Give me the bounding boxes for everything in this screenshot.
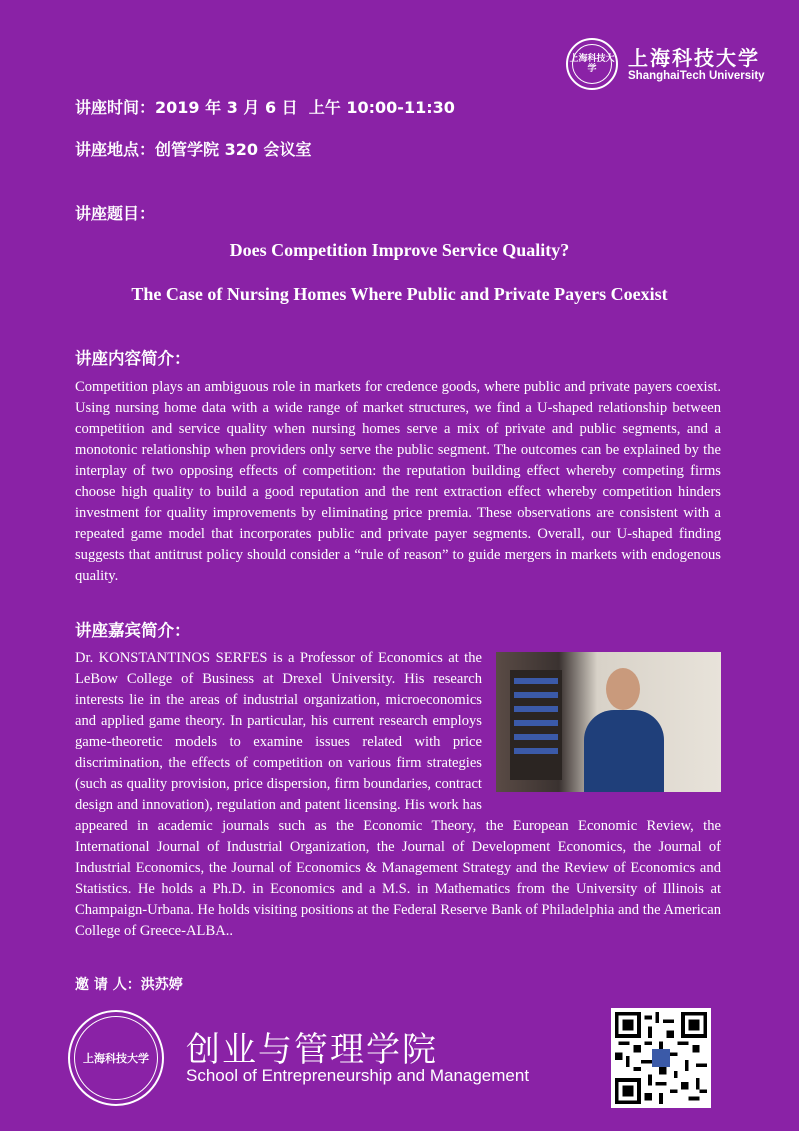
- lecture-place: [75, 137, 312, 160]
- school-name-en: School of Entrepreneurship and Management: [186, 1066, 530, 1085]
- abstract-text: Competition plays an ambiguous role in markets for credence goods, where public and private payers coexist. Using nursing home data with a wide range of market structures, we find a U-shaped relationship between competition and service quality when nursing homes serve a mix of private and public segments, and a monotonic relationship when providers only serve the public segment. The outcomes can be explained by the interplay of two opposing effects of competition: the reputation building effect whereby competing firms choose high quality to build a good reputation and the rent extraction effect whereby competition hinders investment for quality improvements by eliminating price premia. These observations are consistent with a repeated game model that incorporates public and private payer segments. Overall, our U-shaped finding suggests that antitrust policy should consider a “rule of reason” to guide mergers in markets with endogenous quality.: [75, 379, 721, 584]
- university-seal-icon: [566, 38, 618, 90]
- speaker-body-graphic: [584, 710, 664, 792]
- qr-code-graphic: [615, 1012, 707, 1104]
- place-label: 讲座地点：: [75, 140, 156, 159]
- time-label: 讲座时间：: [75, 98, 156, 117]
- place-value: 创管学院 320 会议室: [155, 140, 312, 159]
- bookshelf-graphic: [510, 670, 562, 780]
- lecture-title-line2: The Case of Nursing Homes Where Public and Private Payers Coexist: [131, 284, 668, 304]
- host-line: [75, 974, 183, 994]
- speaker-bio: [75, 648, 721, 942]
- qr-code-icon: [611, 1008, 711, 1108]
- speaker-label: 讲座嘉宾简介：: [75, 621, 191, 640]
- host-label: 邀 请 人：: [75, 977, 141, 993]
- host-value: 洪苏婷: [140, 977, 183, 993]
- university-logo: [566, 38, 766, 94]
- speaker-photo: [496, 652, 721, 792]
- lecture-title-line1: Does Competition Improve Service Quality?: [229, 240, 570, 260]
- abstract-label: 讲座内容简介：: [75, 349, 191, 368]
- speaker-bio-text: Dr. KONSTANTINOS SERFES is a Professor of Economics at the LeBow College of Business at Drexel University. His research interests lie in the areas of industrial organization, microeconomics and applied game theory. In particular, his current research employs game-theoretic models to examine issues related with price discrimination, the effects of competition on various firm strategies (such as quality provision, price dispersion, firm boundaries, contract design and innovation), regulation and patent licensing. His work has appeared in academic journals such as the Economic Theory, the European Economic Review, the International Journal of Industrial Organization, the Journal of Development Economics, the Journal of Industrial Economics, the Journal of Economics & Management Strategy and the Review of Economics and Statistics. He holds a Ph.D. in Economics and a M.S. in Mathematics from the University of Illinois at Champaign-Urbana. He holds visiting positions at the Federal Reserve Bank of Philadelphia and the American College of Greece-ALBA..: [75, 650, 721, 939]
- university-name-en: ShanghaiTech University: [628, 70, 765, 82]
- school-name-cn: 创业与管理学院: [186, 1030, 438, 1070]
- time-value: 2019 年 3 月 6 日 上午 10:00-11:30: [155, 98, 455, 117]
- speaker-head-graphic: [606, 668, 640, 710]
- footer-seal-icon: [68, 1010, 164, 1106]
- topic-label: 讲座题目：: [75, 204, 156, 223]
- lecture-time: [75, 95, 455, 118]
- university-name-cn: 上海科技大学: [628, 46, 760, 70]
- footer-seal-text: 上海科技大学: [83, 1051, 149, 1065]
- seal-text: 上海科技大学: [569, 54, 615, 74]
